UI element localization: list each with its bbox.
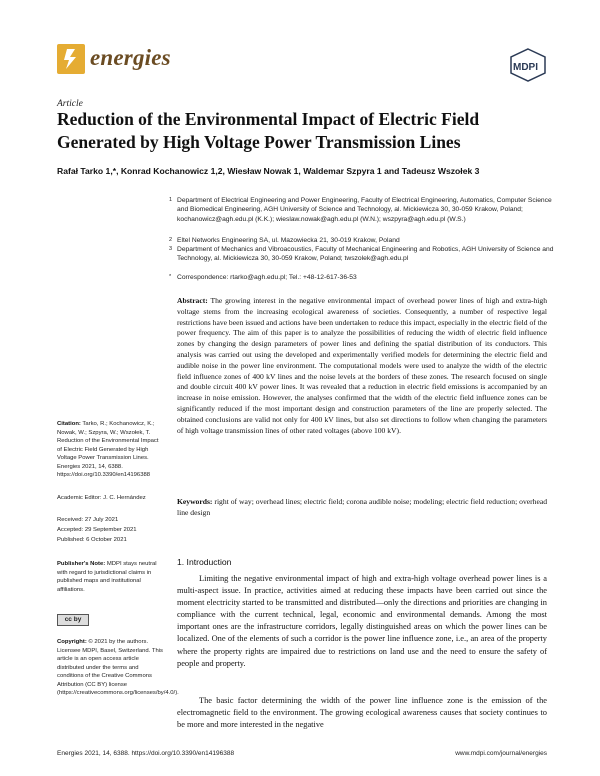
affiliation-3: 3 Department of Mechanics and Vibroacoustics, Faculty of Mechanical Engineering and Robotics, AGH University of Science and Technology, al. Mickiewicza 30, 30-059 Krakow, Poland; twszolek@agh.edu.pl [169, 246, 554, 263]
footer-citation[interactable]: Energies 2021, 14, 6388. https://doi.org/10.3390/en14196388 [57, 750, 235, 757]
article-type: Article [57, 99, 83, 109]
section-heading-introduction: 1. Introduction [177, 557, 232, 567]
intro-paragraph-2: The basic factor determining the width of the power line influence zone is the emission of the electromagnetic field to the environment. The growing ecological awareness causes that society continues to be more and more interested in the negative [177, 696, 547, 730]
publisher-name: MDPI [513, 62, 538, 73]
keywords: Keywords: right of way; overhead lines; electric field; corona audible noise; modeling; electric field reduction; overhead line design [177, 497, 547, 517]
footer-journal-link[interactable]: www.mdpi.com/journal/energies [455, 750, 547, 757]
cc-license-badge[interactable]: cc by [57, 614, 89, 626]
correspondence: * Correspondence: rtarko@agh.edu.pl; Tel.: +48-12-617-36-53 [169, 274, 357, 281]
abstract: Abstract: The growing interest in the negative environmental impact of overhead power lines of high and extra-high voltage stems from the increasing ecological awareness of societies. Consequently, a number of respective legal restrictions have been issued and actions have been undertaken to reduce this impact, especially in the electric field of the power frequency. The aim of this paper is to analyze the possibilities of reducing the width of electric field influence zones by changing the design parameters of power lines and defining the spatial distribution of its conductors. This analysis was carried out using the developed and experimentally verified models for determining the electric field and audible noise in the power line environment. The computational models were used to analyze the width of the electric field influence zones of 400 kV lines and the noise levels at the borders of these zones. The research focused on single and double circuit 400 kV power lines. It was revealed that a reduction in electric field emissions is accompanied by an increase in noise emission. However, the analyses confirmed that the width of the electric field influence zones can be significantly reduced if the most important design and construction parameters of the line are properly selected. The obtained conclusions are valid not only for 400 kV lines, but also set directions to follow when changing the parameters of high voltage transmission lines of other rated voltages (above 100 kV). [177, 296, 548, 435]
journal-name: energies [90, 45, 171, 70]
received-date: Received: 27 July 2021 [57, 517, 119, 523]
publishers-note: Publisher's Note: MDPI stays neutral with regard to jurisdictional claims in published maps and institutional affiliations. [57, 561, 157, 593]
intro-paragraph-1: Limiting the negative environmental impact of high and extra-high voltage overhead power lines is a multi-aspect issue. In practice, activities aimed at reducing these impacts have been carried out since the moment electricity started to be transmitted and distributed—only the directions and priorities are changing in compliance with the current technical, legal, economic and environmental demands. Among the most important ones are the infrastructure corridors, legally distinguished areas on which the power lines can be localized. One of the elements of such a corridor is the power line influence zone, i.e., an area of the property where the property rights are impaired due to restrictions on land use and the need to ensure the safety of people and property. [177, 574, 547, 668]
affiliation-1: 1 Department of Electrical Engineering and Power Engineering, Faculty of Electrical Engineering, Automatics, Computer Science and Biomedical Engineering, AGH University of Science and Technology, al. Mickiewicza 30, 30-059 Krakow, Poland; kochanowicz@agh.edu.pl (K.K.); wieslaw.nowak@agh.edu.pl (W.N.); wszpyra@agh.edu.pl (W.S.) [169, 197, 552, 223]
citation-block: Citation: Tarko, R.; Kochanowicz, K.; Nowak, W.; Szpyra, W.; Wszołek, T. Reduction of the Environmental Impact of Electric Field Generated by High Voltage Power Transmission Lines. Energies 2021, 14, 6388. https://doi.org/10.3390/en14196388 [57, 421, 159, 478]
journal-header [57, 44, 547, 84]
energies-logo-icon [57, 44, 85, 74]
copyright-block: Copyright: © 2021 by the authors. Licensee MDPI, Basel, Switzerland. This article is an open access article distributed under the terms and conditions of the Creative Commons Attribution (CC BY) license (https://creativecommons.org/licenses/by/4.0/). [57, 639, 179, 696]
academic-editor: Academic Editor: J. C. Hernández [57, 495, 146, 501]
affiliation-2: 2 Eltel Networks Engineering SA, ul. Mazowiecka 21, 30-019 Krakow, Poland [169, 237, 400, 244]
published-date: Published: 6 October 2021 [57, 537, 127, 543]
author-list: Rafał Tarko 1,*, Konrad Kochanowicz 1,2, Wiesław Nowak 1, Waldemar Szpyra 1 and Tadeusz Wszołek 3 [57, 166, 480, 176]
paper-title: Reduction of the Environmental Impact of Electric Field Generated by High Voltage Power Transmission Lines [57, 109, 480, 152]
page-footer [57, 750, 547, 757]
accepted-date: Accepted: 29 September 2021 [57, 527, 137, 533]
